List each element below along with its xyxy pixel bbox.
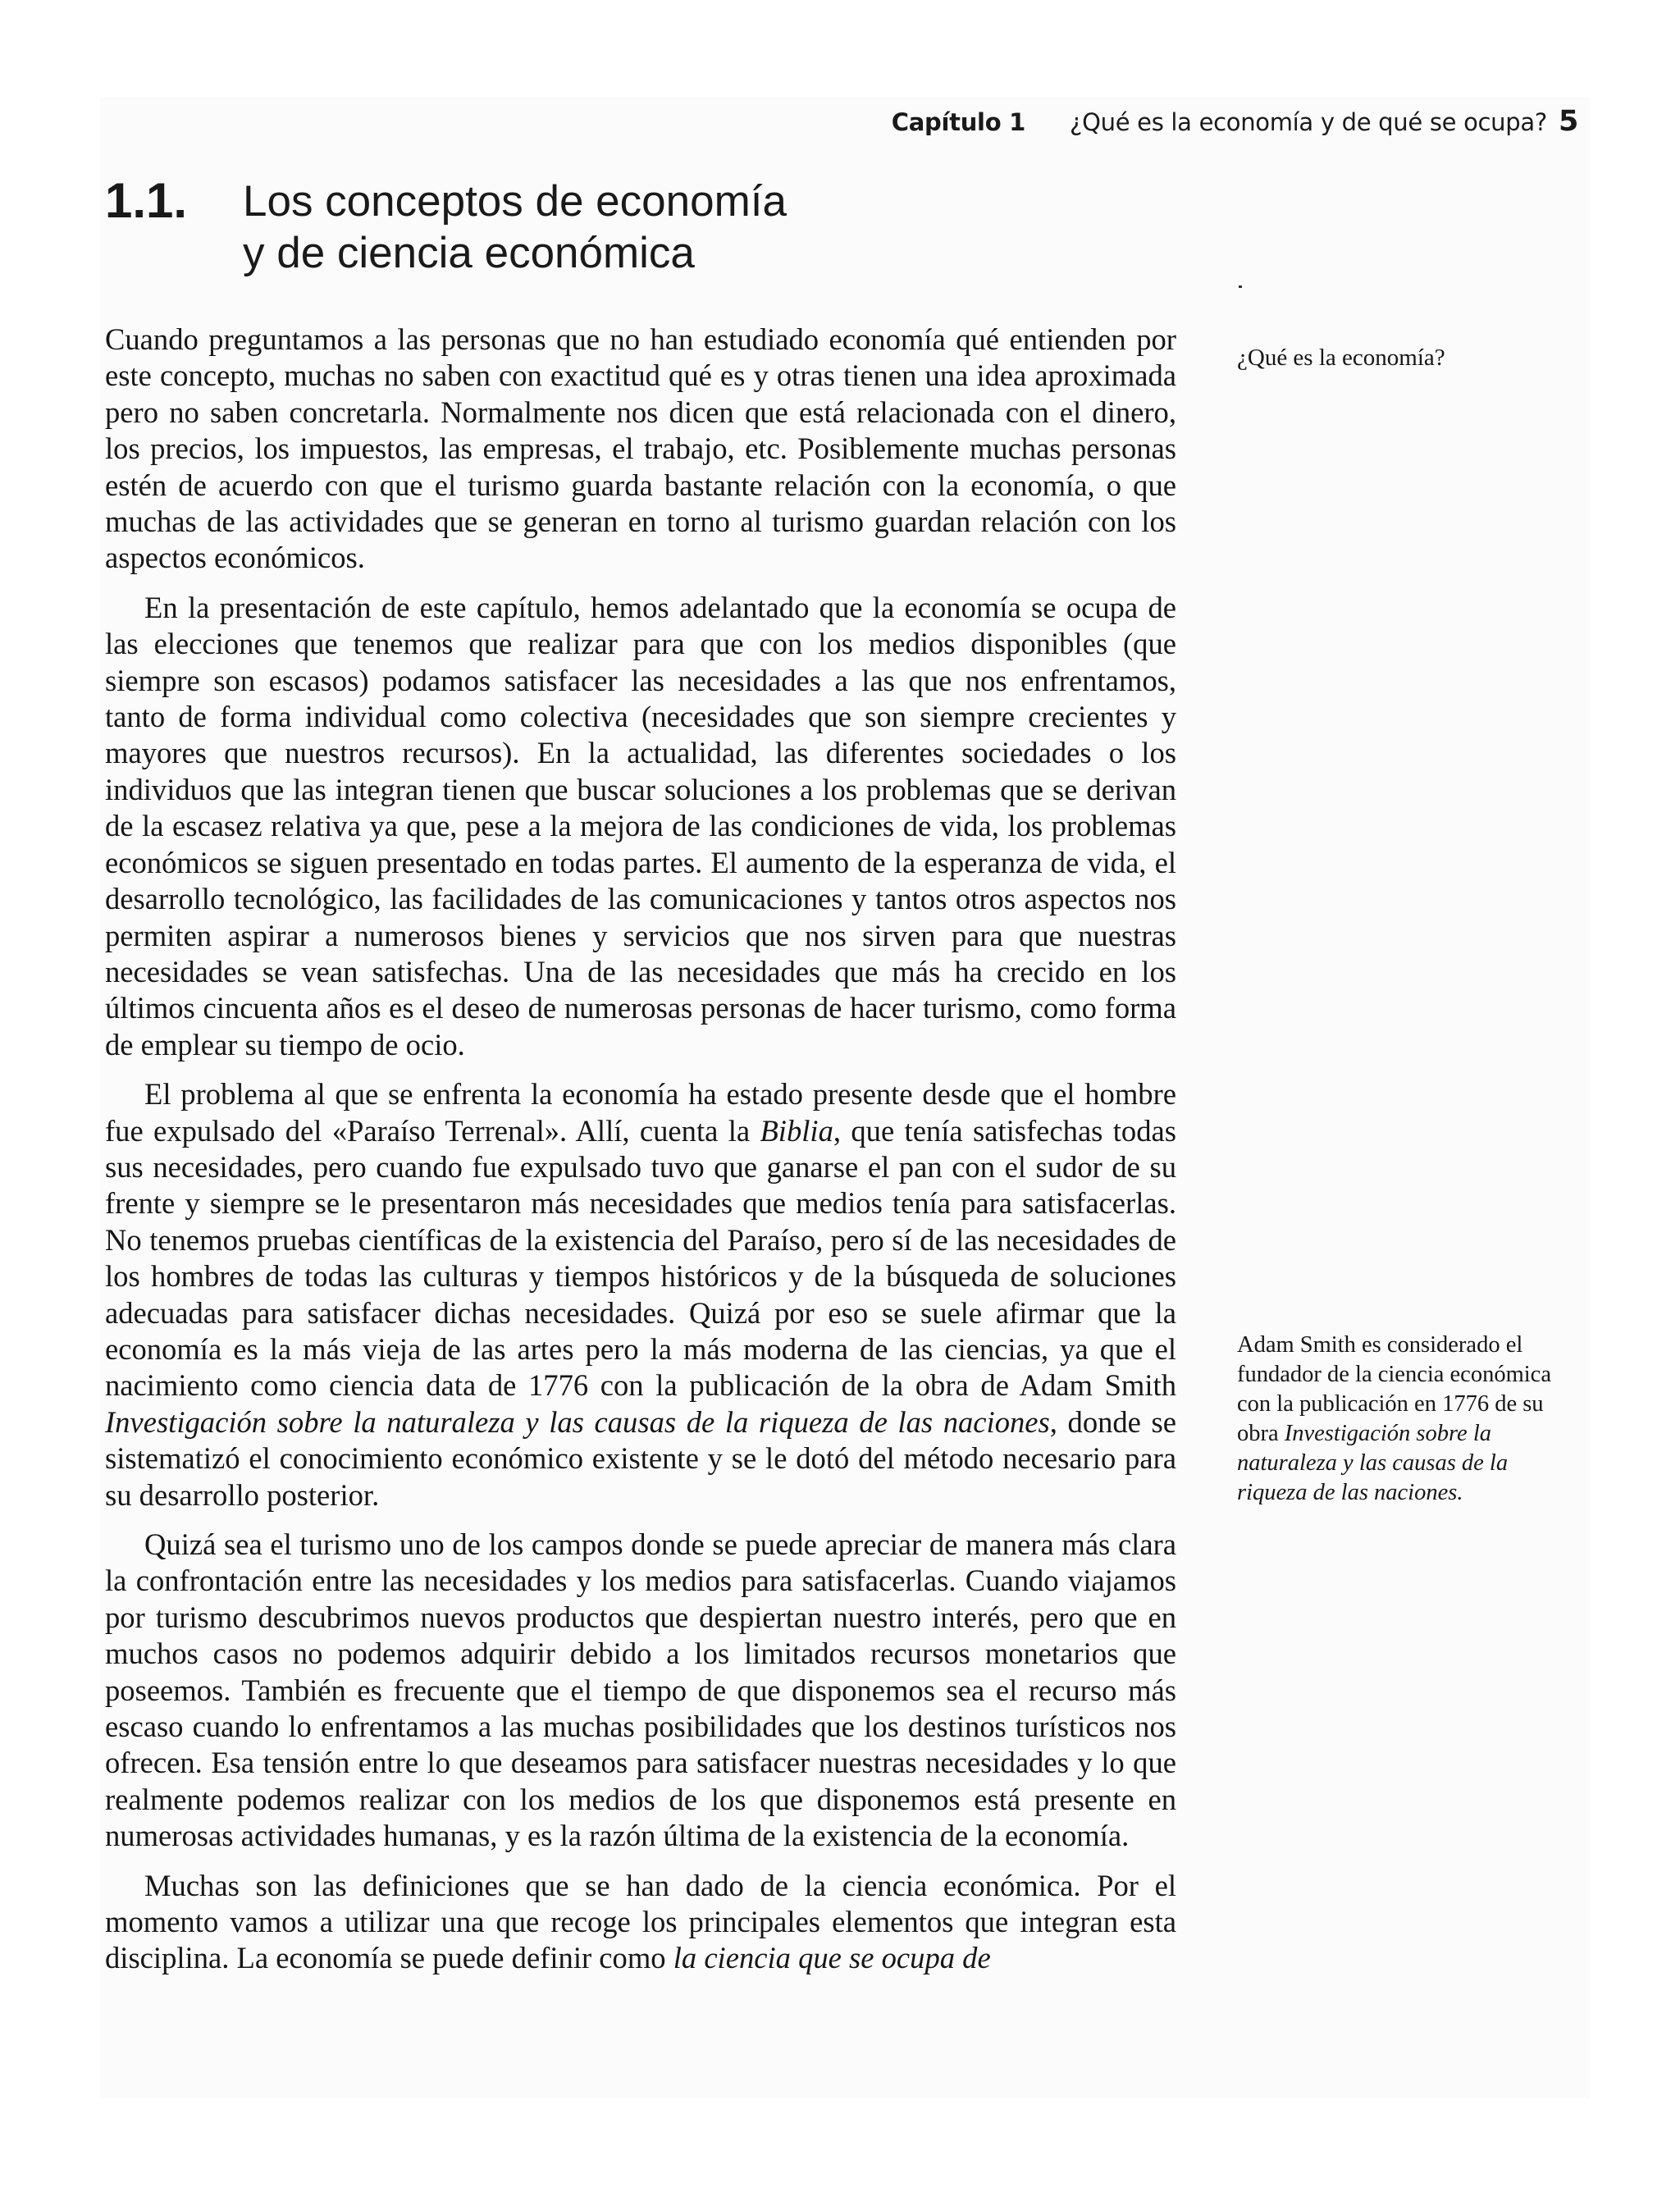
paragraph-5	[105, 1868, 1176, 1977]
section-title	[243, 176, 981, 279]
section-number: 1.1.	[105, 173, 188, 228]
running-header	[892, 105, 1578, 138]
paragraph-5-part-a: Muchas son las definiciones que se han dado de la ciencia económica. Por el momento vamos a utilizar una que recoge los principales elementos que integran esta disciplina. La economía se puede definir como	[105, 1868, 1176, 1975]
margin-note-que-es-economia: ¿Qué es la economía?	[1237, 345, 1445, 371]
paragraph-2: En la presentación de este capítulo, hemos adelantado que la economía se ocupa de las elecciones que tenemos que realizar para que con los medios disponibles (que siempre son escasos) podamos satisfacer las necesidades a las que nos enfrentamos, tanto de forma individual como colectiva (necesidades que son siempre crecientes y mayores que nuestros recursos). En la actualidad, las diferentes sociedades o los individuos que las integran tienen que buscar soluciones a los problemas que se derivan de la escasez relativa ya que, pese a la mejora de las condiciones de vida, los problemas económicos se siguen presentado en todas partes. El aumento de la esperanza de vida, el desarrollo tecnológico, las facilidades de las comunicaciones y tantos otros aspectos nos permiten aspirar a numerosos bienes y servicios que nos sirven para que nuestras necesidades se vean satisfechas. Una de las necesidades que más ha crecido en los últimos cincuenta años es el deseo de numerosas personas de hacer turismo, como forma de emplear su tiempo de ocio.	[105, 590, 1176, 1061]
paragraph-3-part-b: , que tenía satisfechas todas sus necesidades, pero cuando fue expulsado tuvo que ganarse el pan con el sudor de su frente y siempre se le presentaron más necesidades que medios tenía para satisfacerlas. No tenemos pruebas científicas de la existencia del Paraíso, pero sí de las necesidades de los hombres de todas las culturas y tiempos históricos y de la búsqueda de soluciones adecuadas para satisfacer dichas necesidades. Quizá por eso se suele afirmar que la economía es la más vieja de las artes pero la más moderna de las ciencias, ya que el nacimiento como ciencia data de 1776 con la publicación de la obra de Adam Smith	[105, 1113, 1176, 1403]
paragraph-1: Cuando preguntamos a las personas que no han estudiado economía qué entienden por este concepto, muchas no saben con exactitud qué es y otras tienen una idea aproximada pero no saben concretarla. Normalmente nos dicen que está relacionada con el dinero, los precios, los impuestos, las empresas, el trabajo, etc. Posiblemente muchas personas estén de acuerdo con que el turismo guarda bastante relación con la economía, o que muchas de las actividades que se generan en torno al turismo guardan relación con los aspectos económicos.	[105, 322, 1176, 575]
margin-note-adam-smith-text: Adam Smith es considerado el fundador de la ciencia económica con la publicación en 1776 de su obra	[1237, 1332, 1551, 1446]
paragraph-3-part-a: El problema al que se enfrenta la economía ha estado presente desde que el hombre fue expulsado del «Paraíso Terrenal». Allí, cuenta la	[105, 1077, 1176, 1148]
margin-note-adam-smith-work: Investigación sobre la naturaleza y las causas de la riqueza de las naciones.	[1237, 1421, 1509, 1505]
scan-speck	[1239, 285, 1242, 288]
paragraph-3-biblia: Biblia	[760, 1113, 833, 1148]
paragraph-3	[105, 1076, 1176, 1513]
section-title-line-1: Los conceptos de economía	[243, 177, 787, 226]
page-number: 5	[1558, 105, 1578, 138]
chapter-title: ¿Qué es la economía y de qué se ocupa?	[1070, 108, 1547, 136]
margin-note-adam-smith	[1237, 1331, 1565, 1508]
paragraph-5-definition: la ciencia que se ocupa de	[673, 1941, 991, 1975]
body-text	[105, 322, 1176, 1990]
section-title-line-2: y de ciencia económica	[243, 229, 695, 277]
paragraph-3-obra: Investigación sobre la naturaleza y las causas de la riqueza de las naciones	[105, 1404, 1050, 1439]
paragraph-4: Quizá sea el turismo uno de los campos donde se puede apreciar de manera más clara la confrontación entre las necesidades y los medios para satisfacerlas. Cuando viajamos por turismo descubrimos nuevos productos que despiertan nuestro interés, pero que en muchos casos no podemos adquirir debido a los limitados recursos monetarios que poseemos. También es frecuente que el tiempo de que disponemos sea el recurso más escaso cuando lo enfrentamos a las muchas posibilidades que los destinos turísticos nos ofrecen. Esa tensión entre lo que deseamos para satisfacer nuestras necesidades y lo que realmente podemos realizar con los medios de los que disponemos está presente en numerosas actividades humanas, y es la razón última de la existencia de la economía.	[105, 1527, 1176, 1853]
paragraph-3-part-c: , donde se sistematizó el conocimiento económico existente y se le dotó del método necesario para su desarrollo posterior.	[105, 1404, 1177, 1512]
chapter-label: Capítulo 1	[891, 108, 1025, 136]
